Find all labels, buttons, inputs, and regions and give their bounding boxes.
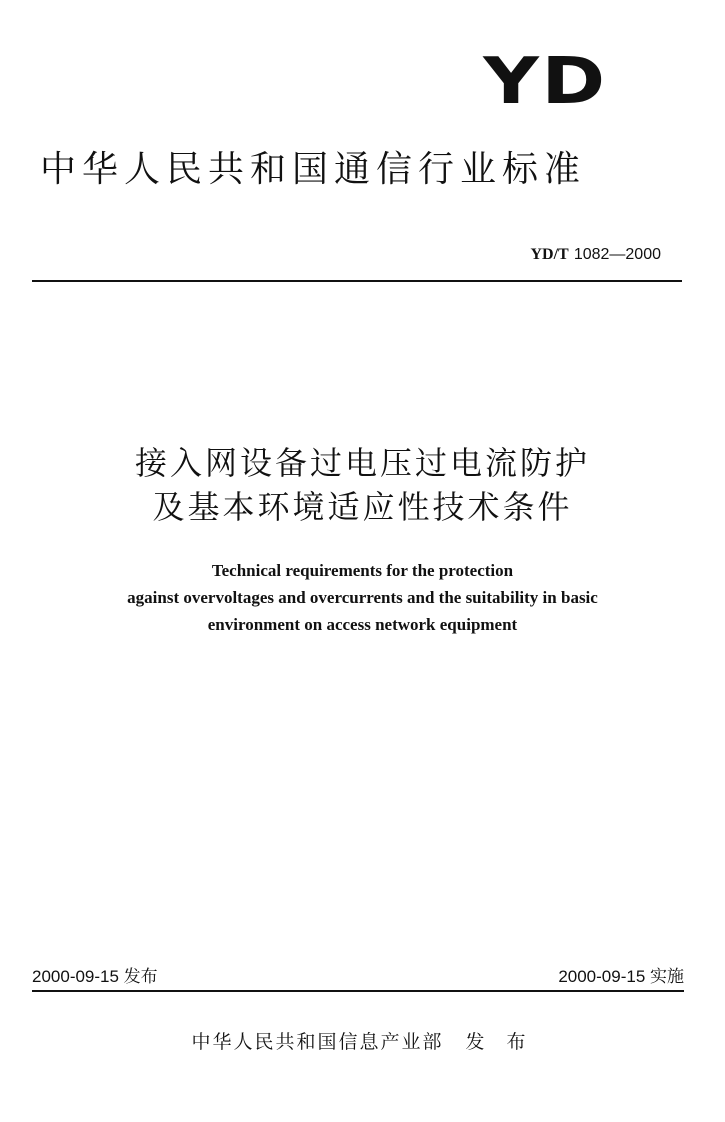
standard-category-title: 中华人民共和国通信行业标准 (40, 149, 587, 190)
english-title-line-3: environment on access network equipment (207, 615, 518, 634)
issue-word: 发 布 (465, 1031, 534, 1053)
yd-logo: YD (482, 45, 607, 119)
footer-divider (32, 990, 684, 992)
standard-number-value: 1082—2000 (573, 246, 661, 263)
standard-number-prefix: YD/T (530, 246, 569, 263)
header-divider (32, 280, 682, 282)
implement-date: 2000-09-15 实施 (558, 967, 684, 986)
english-title-line-2: against overvoltages and overcurrents and the suitability in basic (127, 588, 598, 607)
issuing-authority: 中华人民共和国信息产业部 (191, 1031, 444, 1053)
chinese-title-line-1: 接入网设备过电压过电流防护 (134, 444, 590, 482)
issue-date: 2000-09-15 发布 (32, 967, 158, 986)
chinese-title-line-2: 及基本环境适应性技术条件 (152, 488, 573, 526)
standard-number (530, 244, 661, 264)
publisher-line (0, 1027, 725, 1054)
english-title-line-1: Technical requirements for the protection (211, 561, 514, 580)
